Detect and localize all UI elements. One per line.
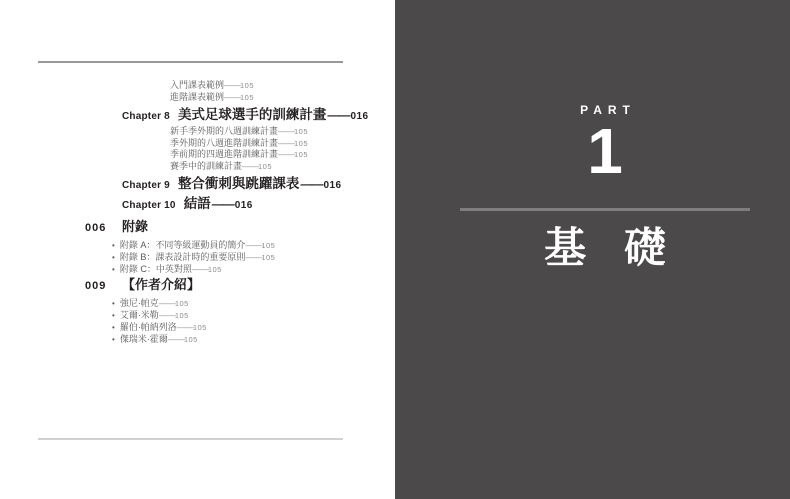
page-number: 105 <box>192 323 207 332</box>
list-item-title: 附錄 C：中英對照 <box>119 264 192 274</box>
list-item-title: 附錄 A：不同等級運動員的簡介 <box>119 240 246 250</box>
chapter-title: 整合衝刺與跳躍課表 <box>177 176 300 191</box>
toc-sub-row <box>170 149 395 161</box>
bullet-icon: • <box>112 299 115 308</box>
list-item-title: 強尼·帕克 <box>119 298 159 308</box>
dash: —— <box>167 334 184 344</box>
list-item-title: 羅伯·帕納列洛 <box>119 322 177 332</box>
page-number: 105 <box>174 299 189 308</box>
section-list-item <box>112 321 395 333</box>
list-item-title: 附錄 B：課表設計時的重要原則 <box>119 252 246 262</box>
section-list-item <box>112 309 395 321</box>
dash: —— <box>158 298 175 308</box>
sub-item-title: 進階課表範例 <box>170 91 225 102</box>
dash: —— <box>245 252 262 262</box>
dash: —— <box>278 149 295 159</box>
page-number: 105 <box>207 265 222 274</box>
section-list-item <box>112 263 395 275</box>
sub-item-title: 入門課表範例 <box>170 80 225 90</box>
chapter-title: 美式足球選手的訓練計畫 <box>177 107 327 122</box>
section-page-number: 009 <box>85 280 107 292</box>
toc-list <box>0 80 395 215</box>
dash: —— <box>211 197 234 211</box>
chapter-label: Chapter 10 <box>122 200 176 211</box>
page-number: 105 <box>258 161 273 171</box>
toc-chapter-row <box>122 195 395 212</box>
part-divider-line <box>460 208 750 211</box>
dash: —— <box>176 322 193 332</box>
appendix-section <box>0 219 395 275</box>
toc-sub-row <box>170 126 395 138</box>
section-page-number: 006 <box>85 222 107 234</box>
bullet-icon: • <box>112 311 115 320</box>
page-number: 105 <box>240 81 255 90</box>
page-number: 105 <box>174 311 189 320</box>
page-number: 105 <box>261 241 276 250</box>
page-number: 105 <box>240 92 255 102</box>
page-number: 105 <box>294 150 309 159</box>
part-label: PART <box>580 103 636 117</box>
dash: —— <box>300 177 323 191</box>
sub-item-title: 季外期的八週進階訓練計畫 <box>170 137 279 148</box>
bullet-icon: • <box>112 253 115 262</box>
section-title: 附錄 <box>122 219 149 234</box>
dash: —— <box>224 80 241 90</box>
chapter-page-number: 016 <box>234 200 253 211</box>
list-item-title: 傑瑞米·霍爾 <box>119 334 168 344</box>
bullet-icon: • <box>112 335 115 344</box>
bullet-icon: • <box>112 265 115 274</box>
list-item-title: 艾爾·米勒 <box>119 310 159 320</box>
authors-section <box>0 277 395 345</box>
section-heading <box>0 219 395 235</box>
page-number: 105 <box>294 127 309 136</box>
bottom-rule <box>38 438 343 440</box>
dash: —— <box>245 240 262 250</box>
page-number: 105 <box>294 138 309 148</box>
sub-item-title: 賽季中的訓練計畫 <box>170 160 243 171</box>
section-list-item <box>112 297 395 309</box>
toc-sub-row <box>170 92 395 104</box>
chapter-title: 結語 <box>183 196 211 211</box>
bullet-icon: • <box>112 241 115 250</box>
dash: —— <box>191 264 208 274</box>
part-title: 基 礎 <box>544 224 666 271</box>
chapter-label: Chapter 9 <box>122 180 170 191</box>
part-number: 1 <box>587 115 623 187</box>
part-divider-page <box>395 0 790 499</box>
page-number: 105 <box>183 335 198 344</box>
dash: —— <box>224 91 241 102</box>
dash: —— <box>278 137 295 148</box>
top-rule <box>38 61 343 63</box>
dash: —— <box>278 126 295 136</box>
chapter-label: Chapter 8 <box>122 111 170 122</box>
sub-item-title: 季前期的四週進階訓練計畫 <box>170 149 279 159</box>
toc-sub-row <box>170 80 395 92</box>
toc-sub-row <box>170 161 395 173</box>
section-list-item <box>112 251 395 263</box>
page-number: 105 <box>261 253 276 262</box>
dash: —— <box>158 310 175 320</box>
bullet-icon: • <box>112 323 115 332</box>
section-list-item <box>112 333 395 345</box>
toc-sub-row <box>170 138 395 150</box>
section-heading <box>0 277 395 293</box>
sub-item-title: 新手季外期的八週訓練計畫 <box>170 126 279 136</box>
dash: —— <box>242 160 259 171</box>
toc-chapter-row <box>122 106 395 123</box>
dash: —— <box>327 108 350 122</box>
section-list-item <box>112 239 395 251</box>
chapter-page-number: 016 <box>350 111 369 122</box>
chapter-page-number: 016 <box>323 180 342 191</box>
toc-chapter-row <box>122 175 395 192</box>
section-title: 【作者介紹】 <box>122 277 201 292</box>
